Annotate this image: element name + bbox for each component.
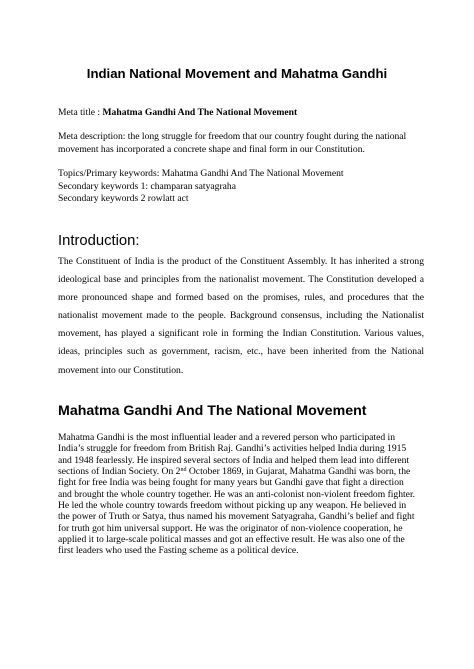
paragraph-line: for truth got him universal support. He was the originator of non-violence cooperation, he xyxy=(58,522,403,534)
ordinal-suffix: nd xyxy=(180,467,187,474)
document-title: Indian National Movement and Mahatma Gandhi xyxy=(86,66,388,81)
paragraph-line: fight for free India was being fought for many years but Gandhi gave that fight a direction xyxy=(58,477,404,489)
paragraph-line: and 1948 fearlessly. He inspired several sectors of India and helped them lead into different xyxy=(58,454,410,466)
paragraph-line: applied it to large-scale political masses and got an effective result. He was also one of the xyxy=(58,534,405,546)
paragraph-line: Mahatma Gandhi is the most influential leader and a revered person who participated in xyxy=(58,432,395,443)
paragraph-line: The Constituent of India is the product of the Constituent Assembly. It has inherited a strong xyxy=(58,256,424,267)
paragraph-line: the power of Truth or Satya, thus named his movement Satyagraha, Gandhi’s belief and fight xyxy=(58,511,415,523)
paragraph-line: first leaders who used the Fasting scheme as a political device. xyxy=(58,545,299,557)
meta-title-value: Mahatma Gandhi And The National Movement xyxy=(102,107,298,118)
meta-title-label: Meta title : xyxy=(58,107,103,118)
line-start: sections of Indian Society. On 2 xyxy=(58,466,181,478)
section-heading: Mahatma Gandhi And The National Movement xyxy=(58,403,367,419)
paragraph-line: movement into our Constitution. xyxy=(58,364,184,376)
secondary-keywords-1: Secondary keywords 1: champaran satyagraha xyxy=(58,180,236,192)
section-paragraph xyxy=(58,432,424,557)
paragraph-line: nationalist movement made to the people. Background consensus, including the Nationalist xyxy=(58,310,424,322)
paragraph-line: and brought the whole country together. He was an anti-colonist non-violent freedom fighter. xyxy=(58,488,416,500)
paragraph-line: more pronounced shape and formed based on the promises, rules, and procedures that the xyxy=(58,292,424,304)
paragraph-line: He led the whole country towards freedom without picking up any weapon. He believed in xyxy=(58,500,407,512)
primary-keywords: Topics/Primary keywords: Mahatma Gandhi And The National Movement xyxy=(58,168,344,179)
meta-description-line: Meta description: the long struggle for freedom that our country fought during the national xyxy=(58,131,407,142)
introduction-heading: Introduction: xyxy=(58,233,140,249)
paragraph-line: ideological base and principles from the nationalist movement. The Constitution developed a xyxy=(58,274,424,286)
line-end: October 1869, in Gujarat, Mahatma Gandhi was born, the xyxy=(186,466,411,478)
introduction-paragraph xyxy=(58,256,424,383)
secondary-keywords-2: Secondary keywords 2 rowlatt act xyxy=(58,193,189,204)
meta-title xyxy=(58,107,424,120)
meta-description-line: movement has incorporated a concrete shape and final form in our Constitution. xyxy=(58,143,365,155)
paragraph-line: ideas, principles such as government, racism, etc., have been inherited from the National xyxy=(58,346,424,358)
meta-description xyxy=(58,131,424,156)
paragraph-line xyxy=(58,466,424,477)
paragraph-line: India’s struggle for freedom from British Raj. Gandhi’s activities helped India during 1915 xyxy=(58,443,407,455)
keywords-block xyxy=(58,168,424,206)
paragraph-line: movement, has played a significant role in forming the Indian Constitution. Various values, xyxy=(58,328,424,340)
